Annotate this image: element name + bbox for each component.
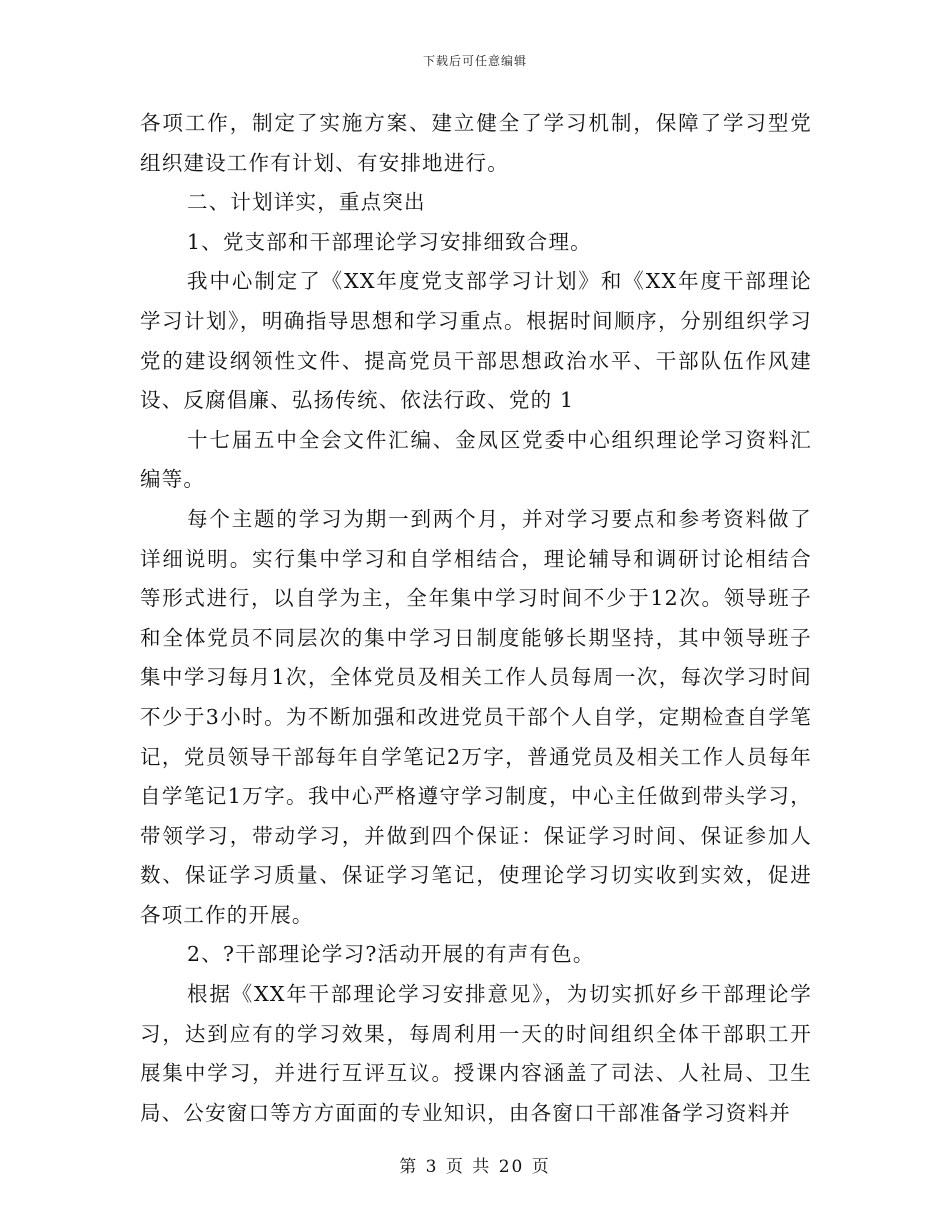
subsection-heading: 2、?干部理论学习?活动开展的有声有色。 <box>187 942 595 967</box>
section-heading: 二、计划详实，重点突出 <box>187 190 426 215</box>
paragraph-continuation: 各项工作，制定了实施方案、建立健全了学习机制，保障了学习型党组织建设工作有计划、有安排地进行。 <box>140 111 812 175</box>
page-number: 第 3 页 共 20 页 <box>399 1157 551 1177</box>
paragraph: 我中心制定了《XX年度党支部学习计划》和《XX年度干部理论学习计划》，明确指导思想和学习重点。根据时间顺序，分别组织学习党的建设纲领性文件、提高党员干部思想政治水平、干部队伍作风建设、反腐倡廉、弘扬传统、依法行政、党的 1 <box>140 269 812 413</box>
paragraph: 每个主题的学习为期一到两个月，并对学习要点和参考资料做了详细说明。实行集中学习和自学相结合，理论辅导和调研讨论相结合等形式进行，以自学为主，全年集中学习时间不少于12次。领导班子和全体党员不同层次的集中学习日制度能够长期坚持，其中领导班子集中学习每月1次，全体党员及相关工作人员每周一次，每次学习时间不少于3小时。为不断加强和改进党员干部个人自学，定期检查自学笔记，党员领导干部每年自学笔记2万字，普通党员及相关工作人员每年自学笔记1万字。我中心严格遵守学习制度，中心主任做到带头学习，带领学习，带动学习，并做到四个保证：保证学习时间、保证参加人数、保证学习质量、保证学习笔记，使理论学习切实收到实效，促进各项工作的开展。 <box>140 506 812 927</box>
page-header: 下载后可任意编辑 <box>422 54 527 68</box>
document-body <box>140 104 812 1133</box>
paragraph: 根据《XX年干部理论学习安排意见》，为切实抓好乡干部理论学习，达到应有的学习效果，每周利用一天的时间组织全体干部职工开展集中学习，并进行互评互议。授课内容涵盖了司法、人社局、卫生局、公安窗口等方方面面的专业知识，由各窗口干部准备学习资料并 <box>140 982 812 1125</box>
subsection-heading: 1、党支部和干部理论学习安排细致合理。 <box>187 229 592 254</box>
paragraph: 十七届五中全会文件汇编、金凤区党委中心组织理论学习资料汇编等。 <box>140 427 812 492</box>
